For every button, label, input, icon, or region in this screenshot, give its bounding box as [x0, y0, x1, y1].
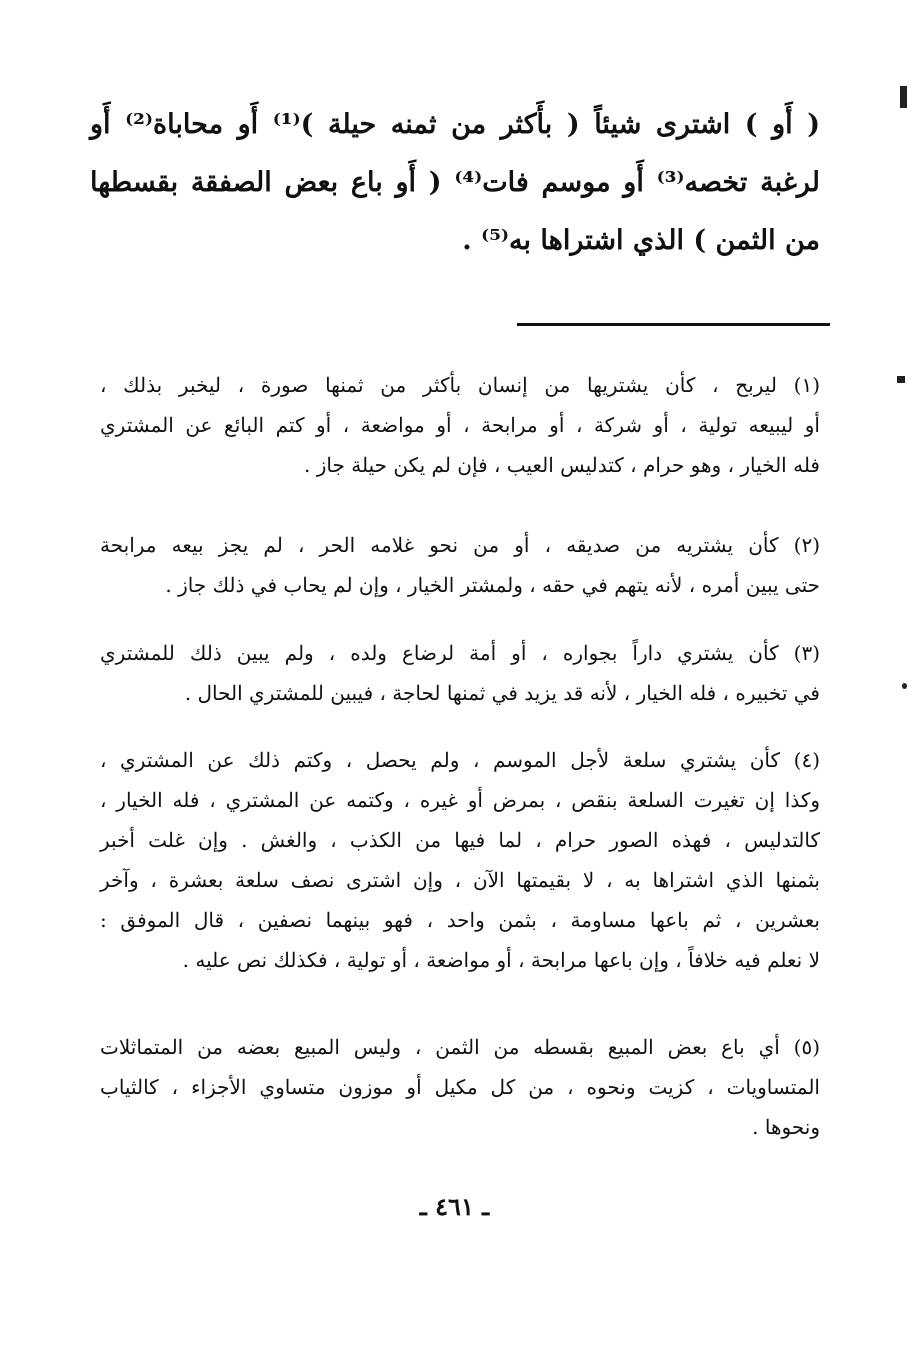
footnote-line: حتى يبين أمره ، لأنه يتهم في حقه ، ولمشتر الخيار ، وإن لم يحاب في ذلك جاز .: [165, 573, 820, 597]
footnote-line: بعشرين ، ثم باعها مساومة ، بثمن واحد ، فهو بينهما نصفين ، قال الموفق :: [100, 908, 820, 932]
footnote-line: (٣) كأن يشتري داراً بجواره ، أو أمة لرضاع ولده ، ولم يبين ذلك للمشتري: [100, 641, 820, 665]
footnote-2: [100, 525, 820, 605]
footnote-line: فله الخيار ، وهو حرام ، كتدليس العيب ، فإن لم يكن حيلة جاز .: [304, 453, 820, 477]
footnote-3: [100, 633, 820, 713]
margin-mark: [897, 376, 905, 383]
footnote-line: وكذا إن تغيرت السلعة بنقص ، بمرض أو غيره ، وكتمه عن المشتري ، فله الخيار ،: [100, 788, 820, 812]
margin-mark: [900, 86, 907, 108]
footnote-line: ونحوها .: [752, 1115, 820, 1139]
margin-mark: [902, 683, 907, 689]
footnote-line: (٤) كأن يشتري سلعة لأجل الموسم ، ولم يحصل ، وكتم ذلك عن المشتري ،: [100, 748, 820, 772]
footnote-1: [100, 365, 820, 485]
footnote-line: بثمنها الذي اشتراها به ، لا بقيمتها الآن ، وإن اشترى نصف سلعة بعشرة ، وآخر: [100, 868, 820, 892]
footnote-line: كالتدليس ، فهذه الصور حرام ، لما فيها من الكذب ، والغش . وإن غلت أخبر: [100, 828, 820, 852]
footnote-line: (٢) كأن يشتريه من صديقه ، أو من نحو غلامه الحر ، لم يجز بيعه مرابحة: [100, 533, 820, 557]
footnote-line: في تخبيره ، فله الخيار ، لأنه قد يزيد في ثمنها لحاجة ، فيبين للمشتري الحال .: [184, 681, 820, 705]
main-text: [90, 96, 820, 270]
footnote-line: المتساويات ، كزيت ونحوه ، من كل مكيل أو موزون متساوي الأجزاء ، كالثياب: [100, 1075, 820, 1099]
footnote-line: لا نعلم فيه خلافاً ، وإن باعها مرابحة ، أو مواضعة ، أو تولية ، فكذلك نص عليه .: [182, 948, 820, 972]
main-text-line: من الثمن ) الذي اشتراها به⁽⁵⁾ .: [462, 225, 820, 256]
page-number: ـ ٤٦١ ـ: [419, 1192, 490, 1221]
footnote-line: (٥) أي باع بعض المبيع بقسطه من الثمن ، وليس المبيع بعضه من المتماثلات: [100, 1035, 820, 1059]
footnote-divider: [517, 323, 830, 326]
footnote-5: [100, 1027, 820, 1147]
main-text-line: ( أَو ) اشترى شيئاً ( بأَكثر من ثمنه حيلة )⁽¹⁾ أَو محاباة⁽²⁾ أَو: [90, 109, 820, 140]
footnote-4: [100, 740, 820, 980]
main-text-line: لرغبة تخصه⁽³⁾ أَو موسم فات⁽⁴⁾ ( أَو باع بعض الصفقة بقسطها: [90, 167, 820, 198]
footnote-line: أو ليبيعه تولية ، أو شركة ، أو مرابحة ، أو مواضعة ، أو كتم البائع عن المشتري: [100, 413, 820, 437]
footnote-line: (١) ليربح ، كأن يشتريها من إنسان بأكثر من ثمنها صورة ، ليخبر بذلك ،: [100, 373, 820, 397]
